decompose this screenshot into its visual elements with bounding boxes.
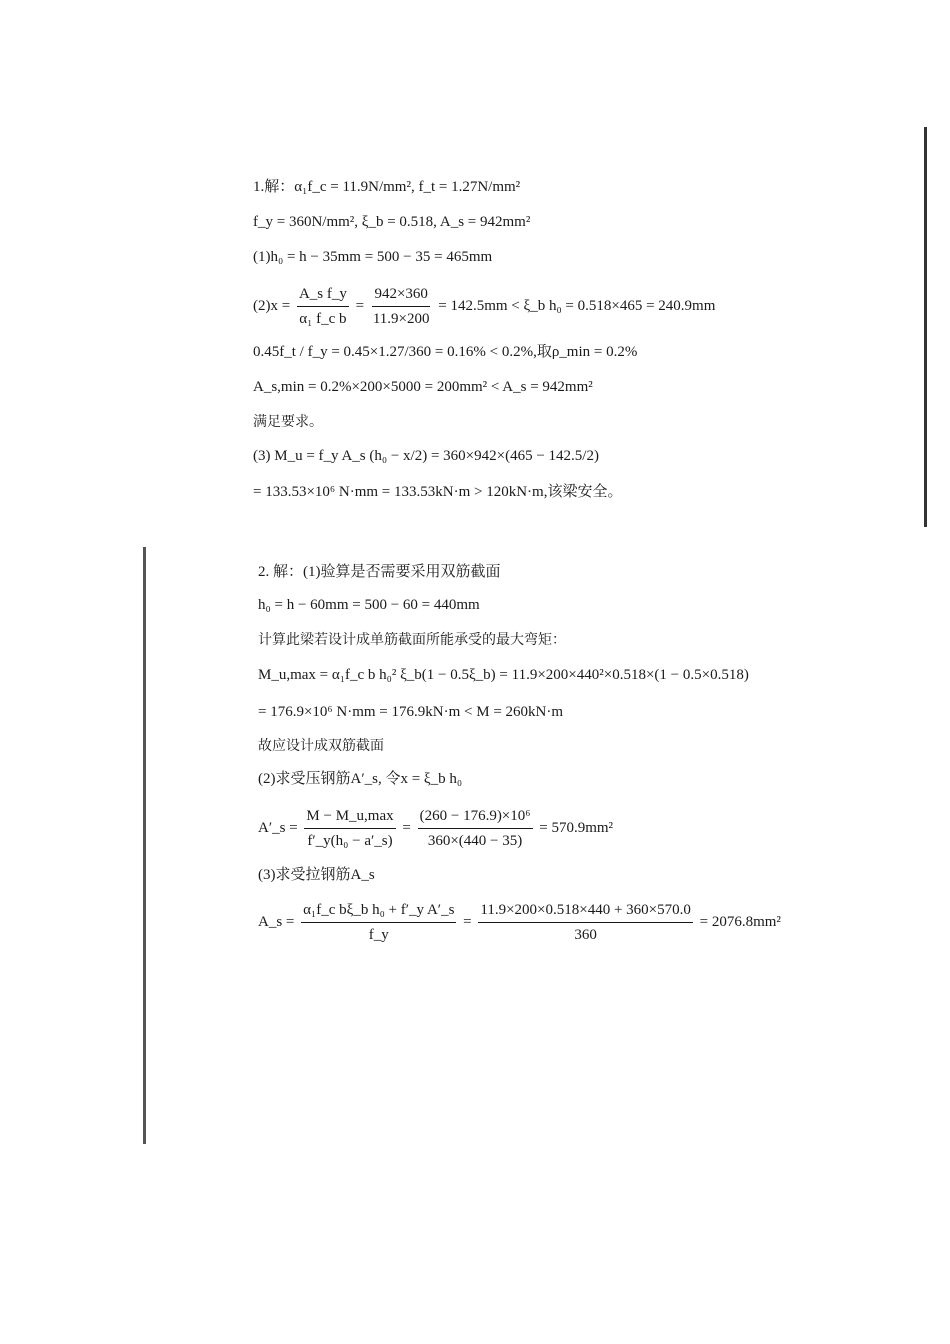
p1-l4-frac1-den: α₁ f_c b [299,311,347,327]
p2-l8-frac2-num: (260 − 176.9)×10⁶ [418,806,533,829]
p1-line-2: f_y = 360N/mm², ξ_b = 0.518, A_s = 942mm² [253,214,531,230]
p2-l10-frac1 [301,900,456,945]
p2-l8-frac1 [304,806,395,851]
p2-l8-frac1-num: M − M_u,max [304,806,395,829]
p2-line-3: 计算此梁若设计成单筋截面所能承受的最大弯矩： [258,632,566,648]
p1-line-7: 满足要求。 [253,414,323,430]
p2-line-8: A′_s = $\frac{M - M\_u,\max}{\text{f′\_y(h₀ − a′\_s)}}$ = $\frac{\text{(260 − 176.9)×10⁶}}{360\times(440 - 35)}$ = 570.9mm² [258,808,614,849]
p2-l10-frac1-num: α₁f_c bξ_b h₀ + f′_y A′_s [301,900,456,923]
p1-l4-rest: = 142.5mm < ξ_b h₀ = 0.518×465 = 240.9mm [438,297,716,314]
p2-l8-frac1-den: f′_y(h₀ − a′_s) [307,833,393,849]
p1-l4-frac1-num: A_s f_y [297,284,349,307]
p1-line-6: A_s,min = 0.2%×200×5000 = 200mm² < A_s = 942mm² [253,379,593,395]
p1-line-1: 1.解：α₁f_c = 11.9N/mm², f_t = 1.27N/mm² [253,179,521,195]
left-margin-rule [143,547,146,1144]
p2-line-5: = 176.9×10⁶ N·mm = 176.9kN·m < M = 260kN·m [258,704,564,720]
p1-line-5: 0.45f_t / f_y = 0.45×1.27/360 = 0.16% < 0.2%,取ρ_min = 0.2% [253,344,638,360]
p2-line-9: (3)求受拉钢筋A_s [258,867,375,883]
p2-l10-frac2-num: 11.9×200×0.518×440 + 360×570.0 [478,900,693,923]
p2-l8-prefix: A′_s = [258,819,298,836]
p1-line-4: (2)x = $\frac{\text{A\_s f\_y}}{\text{α₁ f\_c b}}$ = $\frac{942\times 360}{11.9\times 200}$ = 142.5mm < ξ_b h₀ = 0.518×465 = 240.9mm [253,286,716,327]
p2-line-6: 故应设计成双筋截面 [258,738,384,754]
p1-l4-frac2-den: 11.9×200 [372,311,430,327]
p1-line-9: = 133.53×10⁶ N·mm = 133.53kN·m > 120kN·m,该梁安全。 [253,484,623,500]
p2-l8-frac2-den: 360×(440 − 35) [427,833,523,849]
p1-line-3: (1)h₀ = h − 35mm = 500 − 35 = 465mm [253,249,493,265]
p2-l10-prefix: A_s = [258,913,295,930]
right-margin-rule [924,127,927,527]
p1-line-8: (3) M_u = f_y A_s (h₀ − x/2) = 360×942×(465 − 142.5/2) [253,448,599,464]
p2-line-10: A_s = $\frac{\text{α₁f\_c bξ\_b h₀ + f′\_y A′\_s}}{f\_y}$ = $\frac{11.9\times 200\times 0.518\times 440 + 360\times 570.0}{360}$ = 2076.8mm² [258,902,781,943]
p1-l4-prefix: (2)x = [253,297,291,314]
p1-l4-frac1 [297,284,349,329]
p1-l4-frac2 [371,284,432,329]
p2-line-1: 2. 解：(1)验算是否需要采用双筋截面 [258,564,501,580]
p2-l10-frac2 [478,900,693,945]
p2-l10-frac1-den: f_y [368,927,389,943]
p2-line-2: h₀ = h − 60mm = 500 − 60 = 440mm [258,597,480,613]
p2-line-7: (2)求受压钢筋A′_s, 令x = ξ_b h₀ [258,771,463,787]
p2-l8-frac2 [418,806,533,851]
p2-line-4: M_u,max = α₁f_c b h₀² ξ_b(1 − 0.5ξ_b) = 11.9×200×440²×0.518×(1 − 0.5×0.518) [258,667,749,683]
p2-l8-rest: = 570.9mm² [539,819,614,836]
p2-l10-frac2-den: 360 [574,927,597,943]
p2-l10-rest: = 2076.8mm² [699,913,781,930]
p1-l4-frac2-num: 942×360 [372,284,429,307]
